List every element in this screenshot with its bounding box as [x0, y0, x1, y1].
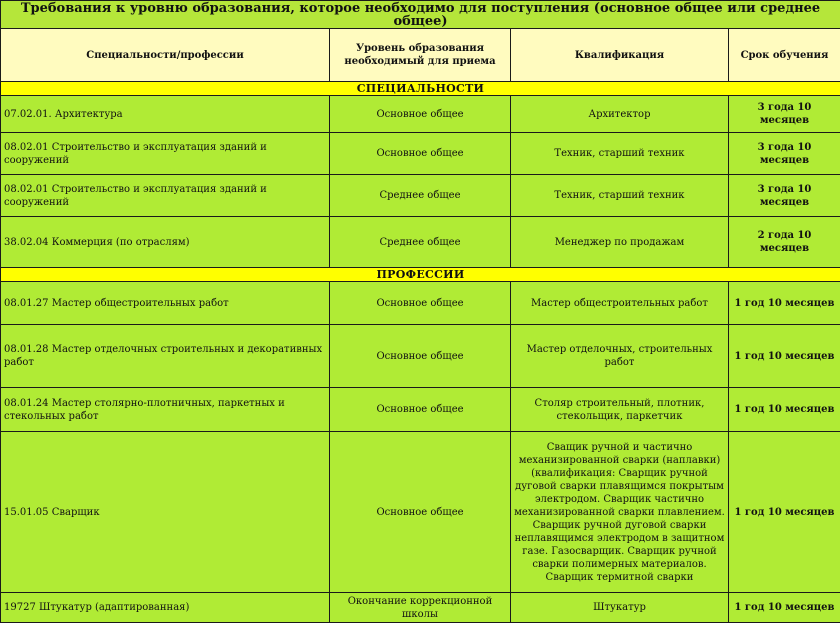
section-label: СПЕЦИАЛЬНОСТИ: [1, 82, 840, 96]
header-qualification: Квалификация: [511, 29, 729, 82]
table-title: Требования к уровню образования, которое необходимо для поступления (основное общее или среднее общее): [1, 1, 840, 29]
specialty-cell: 19727 Штукатур (адаптированная): [1, 593, 330, 623]
table-row: [1, 282, 840, 325]
education-level-cell: Основное общее: [330, 96, 511, 133]
duration-cell: 1 год 10 месяцев: [729, 388, 840, 432]
specialty-cell: 15.01.05 Сварщик: [1, 432, 330, 593]
qualification-cell: Техник, старший техник: [511, 175, 729, 217]
table-row: [1, 217, 840, 268]
table-row: [1, 325, 840, 388]
specialty-cell: 07.02.01. Архитектура: [1, 96, 330, 133]
duration-cell: 1 год 10 месяцев: [729, 432, 840, 593]
specialty-cell: 08.02.01 Строительство и эксплуатация зданий и сооружений: [1, 133, 330, 175]
section-row-specialties: [1, 82, 840, 96]
header-education-level: Уровень образования необходимый для приема: [330, 29, 511, 82]
qualification-cell: Штукатур: [511, 593, 729, 623]
table-row: [1, 96, 840, 133]
duration-cell: 1 год 10 месяцев: [729, 593, 840, 623]
table-row: [1, 432, 840, 593]
section-row-professions: [1, 268, 840, 282]
duration-cell: 3 года 10 месяцев: [729, 96, 840, 133]
education-level-cell: Окончание коррекционной школы: [330, 593, 511, 623]
education-level-cell: Основное общее: [330, 282, 511, 325]
duration-cell: 2 года 10 месяцев: [729, 217, 840, 268]
specialty-cell: 38.02.04 Коммерция (по отраслям): [1, 217, 330, 268]
table-row: [1, 133, 840, 175]
qualification-cell: Техник, старший техник: [511, 133, 729, 175]
title-row: [1, 1, 840, 29]
qualification-cell: Столяр строительный, плотник, стекольщик, паркетчик: [511, 388, 729, 432]
qualification-cell: Мастер отделочных, строительных работ: [511, 325, 729, 388]
specialty-cell: 08.01.24 Мастер столярно-плотничных, паркетных и стекольных работ: [1, 388, 330, 432]
qualification-cell: Сващик ручной и частично механизированной сварки (наплавки) (квалификация: Сварщик ручной дуговой сварки плавящимся покрытым электродом. Сварщик частично механизированной сварки плавлением. Сварщик ручной дуговой сварки неплавящимся электродом в защитном газе. Газосварщик. Сварщик ручной сварки полимерных материалов. Сварщик термитной сварки: [511, 432, 729, 593]
specialty-cell: 08.01.27 Мастер общестроительных работ: [1, 282, 330, 325]
education-level-cell: Среднее общее: [330, 175, 511, 217]
education-level-cell: Основное общее: [330, 388, 511, 432]
education-level-cell: Основное общее: [330, 432, 511, 593]
specialty-cell: 08.02.01 Строительство и эксплуатация зданий и сооружений: [1, 175, 330, 217]
education-level-cell: Среднее общее: [330, 217, 511, 268]
qualification-cell: Менеджер по продажам: [511, 217, 729, 268]
header-duration: Срок обучения: [729, 29, 840, 82]
header-row: [1, 29, 840, 82]
table-row: [1, 388, 840, 432]
section-label: ПРОФЕССИИ: [1, 268, 840, 282]
table-row: [1, 175, 840, 217]
education-level-cell: Основное общее: [330, 325, 511, 388]
duration-cell: 1 год 10 месяцев: [729, 282, 840, 325]
duration-cell: 1 год 10 месяцев: [729, 325, 840, 388]
education-level-cell: Основное общее: [330, 133, 511, 175]
header-specialty: Специальности/профессии: [1, 29, 330, 82]
specialty-cell: 08.01.28 Мастер отделочных строительных и декоративных работ: [1, 325, 330, 388]
duration-cell: 3 года 10 месяцев: [729, 133, 840, 175]
table-row: [1, 593, 840, 623]
qualification-cell: Архитектор: [511, 96, 729, 133]
qualification-cell: Мастер общестроительных работ: [511, 282, 729, 325]
duration-cell: 3 года 10 месяцев: [729, 175, 840, 217]
